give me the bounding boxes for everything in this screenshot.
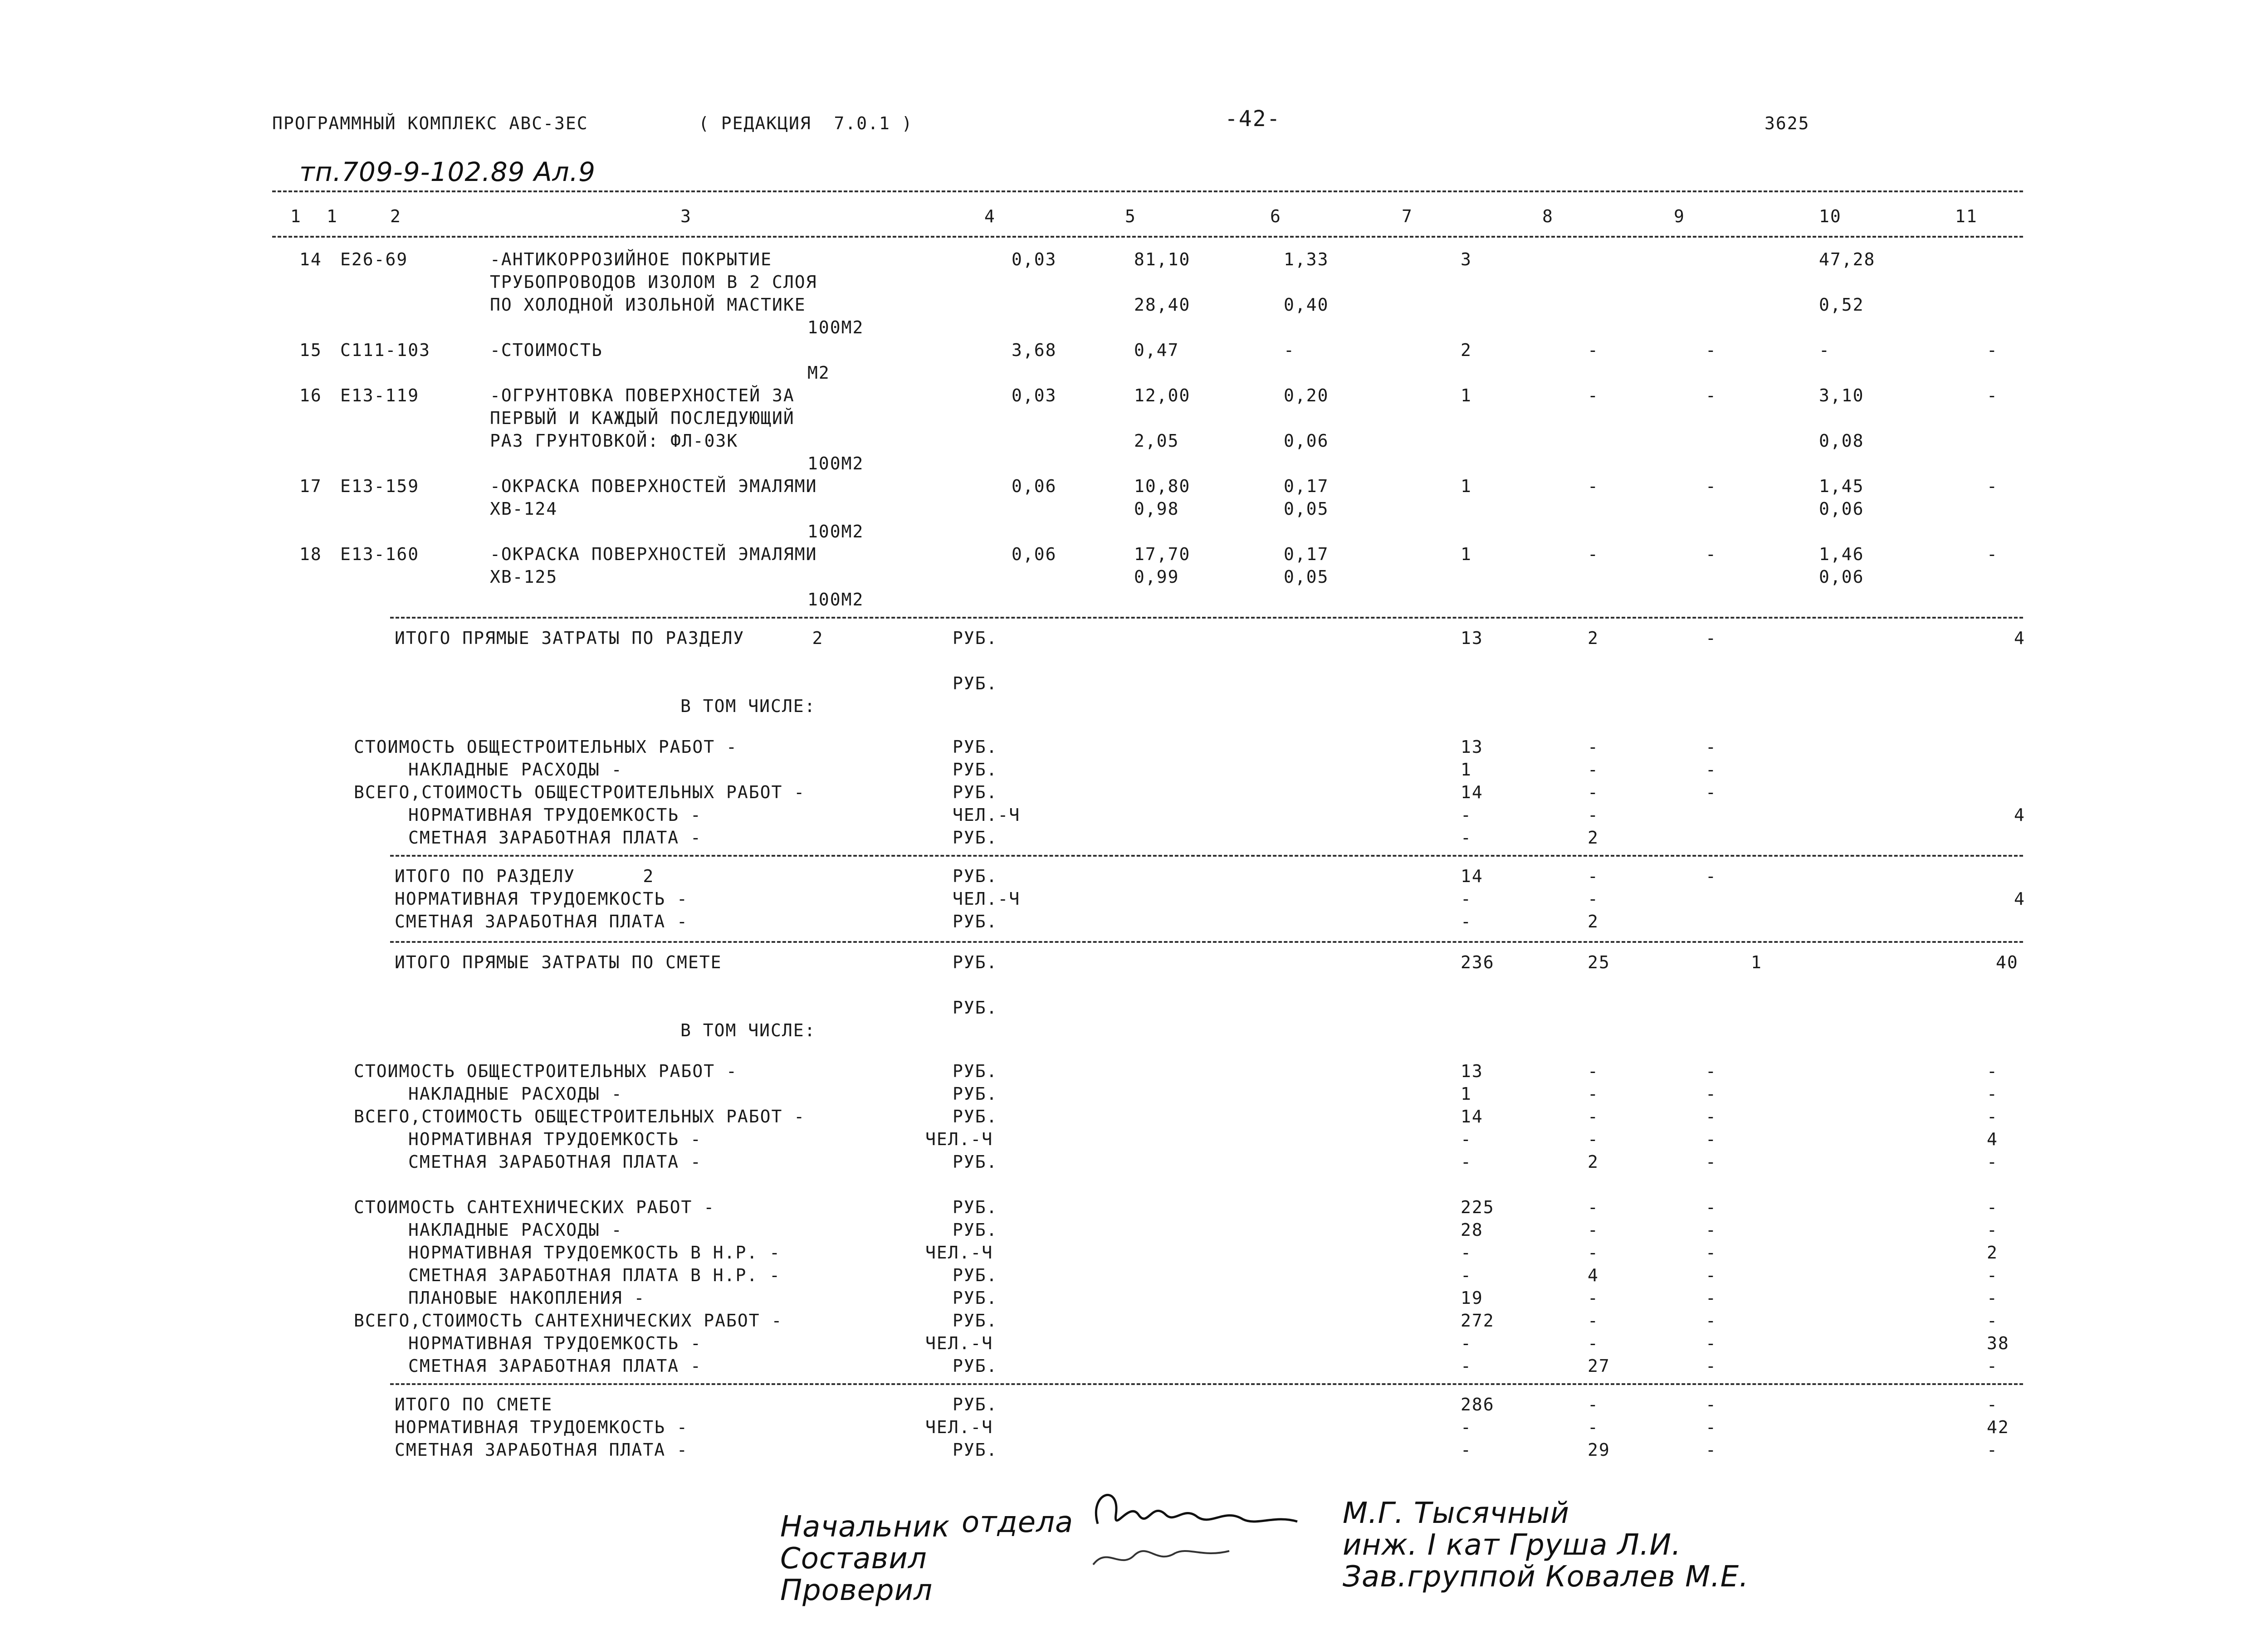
estimate-line-unit: РУБ. — [953, 1265, 998, 1285]
estimate-line-label: СМЕТНАЯ ЗАРАБОТНАЯ ПЛАТА - — [408, 1152, 702, 1172]
section-itogo-col8: - — [1588, 866, 1599, 886]
row-col9: - — [1706, 385, 1717, 405]
estimate-line-unit: РУБ. — [953, 1197, 998, 1217]
estimate-line-unit: ЧЕЛ.-Ч — [925, 1129, 993, 1149]
row-description: РАЗ ГРУНТОВКОЙ: ФЛ-03К — [490, 431, 738, 451]
row-description: ПО ХОЛОДНОЙ ИЗОЛЬНОЙ МАСТИКЕ — [490, 295, 806, 315]
estimate-line-unit: РУБ. — [953, 1288, 998, 1308]
section-itogo-unit: РУБ. — [953, 866, 998, 886]
estimate-line-col8: - — [1588, 1311, 1599, 1331]
estimate-line-col8: - — [1588, 1288, 1599, 1308]
estimate-total-unit-2: РУБ. — [953, 998, 998, 1018]
section-total-unit-2: РУБ. — [953, 673, 998, 693]
row-quantity: 3,68 — [1012, 340, 1057, 360]
row-col7: 1 — [1461, 385, 1472, 405]
estimate-line-label: ВСЕГО,СТОИМОСТЬ ОБЩЕСТРОИТЕЛЬНЫХ РАБОТ - — [354, 1107, 806, 1127]
section-total-col9: - — [1706, 628, 1717, 648]
column-number-10: 10 — [1819, 206, 1842, 226]
row-col5: 10,80 — [1134, 476, 1191, 496]
grand-total-col7: - — [1461, 1417, 1472, 1437]
estimate-line-col9: - — [1706, 1265, 1717, 1285]
row-col7: 2 — [1461, 340, 1472, 360]
estimate-in-that: В ТОМ ЧИСЛЕ: — [680, 1020, 816, 1040]
grand-total-col7: 286 — [1461, 1395, 1495, 1415]
row-code: С111-103 — [340, 340, 431, 360]
row-code: Е13-159 — [340, 476, 420, 496]
estimate-line-label: НАКЛАДНЫЕ РАСХОДЫ - — [408, 1220, 623, 1240]
estimate-line-col9: - — [1706, 1197, 1717, 1217]
row-code: Е13-160 — [340, 544, 420, 564]
estimate-line-label: ПЛАНОВЫЕ НАКОПЛЕНИЯ - — [408, 1288, 645, 1308]
project-code: тп.709-9-102.89 Ал.9 — [299, 156, 596, 187]
signature-name: инж. I кат Груша Л.И. — [1343, 1528, 1681, 1562]
row-col11: - — [1987, 340, 1998, 360]
estimate-line-unit: РУБ. — [953, 1311, 998, 1331]
signature-name: Зав.группой Ковалев М.Е. — [1343, 1560, 1749, 1594]
section-itogo-col11: 4 — [2014, 889, 2025, 909]
estimate-line-col9: - — [1706, 1288, 1717, 1308]
estimate-line-unit: РУБ. — [953, 1061, 998, 1081]
section-line-col8: - — [1588, 805, 1599, 825]
estimate-line-col11: 2 — [1987, 1243, 1998, 1263]
row-col10: - — [1819, 340, 1830, 360]
column-number-6: 6 — [1270, 206, 1281, 226]
row-quantity: 0,03 — [1012, 385, 1057, 405]
section-total-title: ИТОГО ПРЯМЫЕ ЗАТРАТЫ ПО РАЗДЕЛУ 2 — [395, 628, 824, 648]
estimate-line-col8: - — [1588, 1129, 1599, 1149]
estimate-line-col9: - — [1706, 1129, 1717, 1149]
column-number-4: 4 — [984, 206, 996, 226]
estimate-line-col7: - — [1461, 1152, 1472, 1172]
row-col10: 1,45 — [1819, 476, 1864, 496]
grand-total-unit: РУБ. — [953, 1440, 998, 1460]
row-unit: 100М2 — [807, 317, 864, 337]
row-col7: 1 — [1461, 544, 1472, 564]
column-number-7: 7 — [1402, 206, 1413, 226]
section-itogo-label: ИТОГО ПО РАЗДЕЛУ 2 — [395, 866, 655, 886]
section-line-col8: - — [1588, 782, 1599, 802]
row-number: 14 — [299, 249, 322, 269]
estimate-line-col8: 4 — [1588, 1265, 1599, 1285]
grand-total-col8: 29 — [1588, 1440, 1610, 1460]
row-number: 17 — [299, 476, 322, 496]
section-line-col8: - — [1588, 760, 1599, 780]
row-col11: - — [1987, 476, 1998, 496]
grand-total-col9: - — [1706, 1440, 1717, 1460]
row-description: -ОКРАСКА ПОВЕРХНОСТЕЙ ЭМАЛЯМИ — [490, 476, 817, 496]
estimate-line-unit: ЧЕЛ.-Ч — [925, 1333, 993, 1353]
estimate-line-col9: - — [1706, 1107, 1717, 1127]
row-col6: 1,33 — [1284, 249, 1329, 269]
estimate-line-col7: - — [1461, 1265, 1472, 1285]
column-number-3: 3 — [680, 206, 692, 226]
estimate-line-col11: - — [1987, 1356, 1998, 1376]
estimate-total-title: ИТОГО ПРЯМЫЕ ЗАТРАТЫ ПО СМЕТЕ — [395, 952, 722, 972]
signature-department: отдела — [962, 1506, 1074, 1539]
section-line-label: НОРМАТИВНАЯ ТРУДОЕМКОСТЬ - — [408, 805, 702, 825]
section-itogo-unit: РУБ. — [953, 912, 998, 932]
grand-total-col8: - — [1588, 1395, 1599, 1415]
section-line-col8: - — [1588, 737, 1599, 757]
estimate-line-col11: - — [1987, 1107, 1998, 1127]
row-col5: 0,47 — [1134, 340, 1179, 360]
row-description: -ОГРУНТОВКА ПОВЕРХНОСТЕЙ ЗА — [490, 385, 795, 405]
estimate-line-col7: 28 — [1461, 1220, 1483, 1240]
row-number: 18 — [299, 544, 322, 564]
estimate-line-col8: - — [1588, 1220, 1599, 1240]
row-col5-wage: 2,05 — [1134, 431, 1179, 451]
estimate-line-col8: - — [1588, 1107, 1599, 1127]
section-line-label: НАКЛАДНЫЕ РАСХОДЫ - — [408, 760, 623, 780]
section-total-col8: 2 — [1588, 628, 1599, 648]
estimate-line-col7: - — [1461, 1333, 1472, 1353]
row-unit: 100М2 — [807, 454, 864, 473]
estimate-rule — [390, 941, 2023, 943]
estimate-line-col7: 1 — [1461, 1084, 1472, 1104]
section-line-label: ВСЕГО,СТОИМОСТЬ ОБЩЕСТРОИТЕЛЬНЫХ РАБОТ - — [354, 782, 806, 802]
estimate-line-col8: 2 — [1588, 1152, 1599, 1172]
section-itogo-col8: 2 — [1588, 912, 1599, 932]
section-total-unit: РУБ. — [953, 628, 998, 648]
estimate-line-label: ВСЕГО,СТОИМОСТЬ САНТЕХНИЧЕСКИХ РАБОТ - — [354, 1311, 783, 1331]
row-number: 16 — [299, 385, 322, 405]
estimate-line-col7: - — [1461, 1129, 1472, 1149]
estimate-line-unit: РУБ. — [953, 1152, 998, 1172]
row-col6: 0,20 — [1284, 385, 1329, 405]
section-line-col7: 14 — [1461, 782, 1483, 802]
estimate-line-col11: - — [1987, 1220, 1998, 1240]
row-col6-wage: 0,06 — [1284, 431, 1329, 451]
estimate-line-col9: - — [1706, 1333, 1717, 1353]
row-col8: - — [1588, 340, 1599, 360]
page-number: -42- — [1225, 106, 1281, 132]
estimate-line-col7: 13 — [1461, 1061, 1483, 1081]
section-line-col7: - — [1461, 805, 1472, 825]
estimate-line-col9: - — [1706, 1356, 1717, 1376]
row-col9: - — [1706, 340, 1717, 360]
estimate-total-col9: 1 — [1751, 952, 1762, 972]
grand-total-col9: - — [1706, 1417, 1717, 1437]
estimate-line-col9: - — [1706, 1311, 1717, 1331]
row-col6-wage: 0,05 — [1284, 499, 1329, 519]
row-col9: - — [1706, 544, 1717, 564]
estimate-line-col8: 27 — [1588, 1356, 1610, 1376]
estimate-line-unit: РУБ. — [953, 1220, 998, 1240]
estimate-line-unit: РУБ. — [953, 1356, 998, 1376]
grand-total-label: СМЕТНАЯ ЗАРАБОТНАЯ ПЛАТА - — [395, 1440, 688, 1460]
estimate-line-col9: - — [1706, 1220, 1717, 1240]
grand-total-col7: - — [1461, 1440, 1472, 1460]
grand-total-unit: РУБ. — [953, 1395, 998, 1415]
estimate-line-col11: - — [1987, 1288, 1998, 1308]
section-line-col7: 13 — [1461, 737, 1483, 757]
estimate-line-unit: РУБ. — [953, 1084, 998, 1104]
estimate-line-col7: 19 — [1461, 1288, 1483, 1308]
row-description: ТРУБОПРОВОДОВ ИЗОЛОМ В 2 СЛОЯ — [490, 272, 817, 292]
row-col9: - — [1706, 476, 1717, 496]
grand-total-label: ИТОГО ПО СМЕТЕ — [395, 1395, 553, 1415]
estimate-line-col9: - — [1706, 1152, 1717, 1172]
estimate-line-unit: РУБ. — [953, 1107, 998, 1127]
grand-total-col8: - — [1588, 1417, 1599, 1437]
row-col10-wage: 0,08 — [1819, 431, 1864, 451]
row-description: -СТОИМОСТЬ — [490, 340, 603, 360]
estimate-line-col7: - — [1461, 1356, 1472, 1376]
section-total-col7: 13 — [1461, 628, 1483, 648]
column-number-11: 11 — [1955, 206, 1978, 226]
section-line-unit: РУБ. — [953, 760, 998, 780]
signature-role: Составил — [780, 1542, 927, 1575]
row-description: -АНТИКОРРОЗИЙНОЕ ПОКРЫТИЕ — [490, 249, 772, 269]
row-col5-wage: 0,99 — [1134, 567, 1179, 587]
row-description: ПЕРВЫЙ И КАЖДЫЙ ПОСЛЕДУЮЩИЙ — [490, 408, 795, 428]
handwritten-signature — [1080, 1474, 1361, 1592]
program-title: ПРОГРАММНЫЙ КОМПЛЕКС АВС-3ЕС — [272, 113, 588, 133]
estimate-line-col11: - — [1987, 1265, 1998, 1285]
grand-total-col9: - — [1706, 1395, 1717, 1415]
row-col10: 47,28 — [1819, 249, 1876, 269]
section-line-unit: ЧЕЛ.-Ч — [953, 805, 1021, 825]
estimate-line-col11: - — [1987, 1084, 1998, 1104]
row-description: -ОКРАСКА ПОВЕРХНОСТЕЙ ЭМАЛЯМИ — [490, 544, 817, 564]
estimate-line-col7: 14 — [1461, 1107, 1483, 1127]
estimate-line-label: СМЕТНАЯ ЗАРАБОТНАЯ ПЛАТА В Н.Р. - — [408, 1265, 781, 1285]
section-line-unit: РУБ. — [953, 737, 998, 757]
estimate-line-col11: - — [1987, 1152, 1998, 1172]
row-col6-wage: 0,05 — [1284, 567, 1329, 587]
row-code: Е26-69 — [340, 249, 408, 269]
estimate-line-col9: - — [1706, 1243, 1717, 1263]
estimate-line-col7: - — [1461, 1243, 1472, 1263]
section-itogo-unit: ЧЕЛ.-Ч — [953, 889, 1021, 909]
row-col6: 0,17 — [1284, 544, 1329, 564]
section-rule — [390, 617, 2023, 619]
row-quantity: 0,06 — [1012, 544, 1057, 564]
row-quantity: 0,06 — [1012, 476, 1057, 496]
section-itogo-col7: 14 — [1461, 866, 1483, 886]
row-col10-wage: 0,52 — [1819, 295, 1864, 315]
section-itogo-rule — [390, 855, 2023, 857]
row-col7: 3 — [1461, 249, 1472, 269]
estimate-total-col11: 40 — [1996, 952, 2019, 972]
row-col5: 17,70 — [1134, 544, 1191, 564]
row-unit: М2 — [807, 363, 830, 383]
row-unit: 100М2 — [807, 590, 864, 610]
section-line-label: СМЕТНАЯ ЗАРАБОТНАЯ ПЛАТА - — [408, 828, 702, 848]
row-description: ХВ-125 — [490, 567, 558, 587]
section-line-label: СТОИМОСТЬ ОБЩЕСТРОИТЕЛЬНЫХ РАБОТ - — [354, 737, 738, 757]
section-itogo-col7: - — [1461, 912, 1472, 932]
row-col7: 1 — [1461, 476, 1472, 496]
program-edition: ( РЕДАКЦИЯ 7.0.1 ) — [699, 113, 913, 133]
section-itogo-col9: - — [1706, 866, 1717, 886]
grand-total-label: НОРМАТИВНАЯ ТРУДОЕМКОСТЬ - — [395, 1417, 688, 1437]
column-number-9: 9 — [1674, 206, 1685, 226]
estimate-line-col8: - — [1588, 1197, 1599, 1217]
row-col5: 81,10 — [1134, 249, 1191, 269]
grand-total-rule — [390, 1383, 2023, 1385]
estimate-line-label: НОРМАТИВНАЯ ТРУДОЕМКОСТЬ В Н.Р. - — [408, 1243, 781, 1263]
column-number-1: 1 — [290, 206, 302, 226]
estimate-line-col11: - — [1987, 1197, 1998, 1217]
section-line-unit: РУБ. — [953, 782, 998, 802]
column-number-5: 5 — [1125, 206, 1136, 226]
section-line-col9: - — [1706, 782, 1717, 802]
grand-total-unit: ЧЕЛ.-Ч — [925, 1417, 993, 1437]
section-line-col8: 2 — [1588, 828, 1599, 848]
row-unit: 100М2 — [807, 522, 864, 541]
column-number-8: 8 — [1542, 206, 1554, 226]
estimate-line-label: НОРМАТИВНАЯ ТРУДОЕМКОСТЬ - — [408, 1129, 702, 1149]
row-col8: - — [1588, 544, 1599, 564]
estimate-line-col8: - — [1588, 1333, 1599, 1353]
section-line-col7: 1 — [1461, 760, 1472, 780]
column-number-1: 1 — [327, 206, 338, 226]
section-line-col11: 4 — [2014, 805, 2025, 825]
estimate-total-col8: 25 — [1588, 952, 1610, 972]
row-col5-wage: 0,98 — [1134, 499, 1179, 519]
section-line-col7: - — [1461, 828, 1472, 848]
estimate-line-label: СТОИМОСТЬ ОБЩЕСТРОИТЕЛЬНЫХ РАБОТ - — [354, 1061, 738, 1081]
signature-role: Начальник — [780, 1510, 950, 1544]
section-itogo-label: НОРМАТИВНАЯ ТРУДОЕМКОСТЬ - — [395, 889, 688, 909]
column-number-2: 2 — [390, 206, 401, 226]
section-itogo-col8: - — [1588, 889, 1599, 909]
row-col6: - — [1284, 340, 1295, 360]
header-rule-top — [272, 190, 2023, 192]
section-line-col9: - — [1706, 737, 1717, 757]
estimate-total-unit: РУБ. — [953, 952, 998, 972]
estimate-line-label: НАКЛАДНЫЕ РАСХОДЫ - — [408, 1084, 623, 1104]
section-line-col9: - — [1706, 760, 1717, 780]
estimate-line-col11: 38 — [1987, 1333, 2009, 1353]
estimate-line-col9: - — [1706, 1084, 1717, 1104]
estimate-line-col11: - — [1987, 1311, 1998, 1331]
grand-total-col11: - — [1987, 1440, 1998, 1460]
row-description: ХВ-124 — [490, 499, 558, 519]
row-col8: - — [1588, 476, 1599, 496]
estimate-line-col9: - — [1706, 1061, 1717, 1081]
header-rule-bottom — [272, 236, 2023, 238]
row-col11: - — [1987, 385, 1998, 405]
estimate-line-label: СМЕТНАЯ ЗАРАБОТНАЯ ПЛАТА - — [408, 1356, 702, 1376]
estimate-line-col8: - — [1588, 1084, 1599, 1104]
section-in-that: В ТОМ ЧИСЛЕ: — [680, 696, 816, 716]
estimate-line-col11: - — [1987, 1061, 1998, 1081]
row-col11: - — [1987, 544, 1998, 564]
estimate-line-col11: 4 — [1987, 1129, 1998, 1149]
row-quantity: 0,03 — [1012, 249, 1057, 269]
row-number: 15 — [299, 340, 322, 360]
row-col10-wage: 0,06 — [1819, 499, 1864, 519]
section-total-col11: 4 — [2014, 628, 2025, 648]
grand-total-col11: - — [1987, 1395, 1998, 1415]
estimate-total-col7: 236 — [1461, 952, 1495, 972]
row-col8: - — [1588, 385, 1599, 405]
row-col10: 1,46 — [1819, 544, 1864, 564]
estimate-line-col7: 225 — [1461, 1197, 1495, 1217]
estimate-line-label: НОРМАТИВНАЯ ТРУДОЕМКОСТЬ - — [408, 1333, 702, 1353]
estimate-line-label: СТОИМОСТЬ САНТЕХНИЧЕСКИХ РАБОТ - — [354, 1197, 715, 1217]
estimate-line-col7: 272 — [1461, 1311, 1495, 1331]
row-col10: 3,10 — [1819, 385, 1864, 405]
row-col5: 12,00 — [1134, 385, 1191, 405]
row-code: Е13-119 — [340, 385, 420, 405]
row-col6-wage: 0,40 — [1284, 295, 1329, 315]
estimate-line-col8: - — [1588, 1243, 1599, 1263]
signature-name: М.Г. Тысячный — [1343, 1497, 1569, 1530]
section-itogo-label: СМЕТНАЯ ЗАРАБОТНАЯ ПЛАТА - — [395, 912, 688, 932]
row-col10-wage: 0,06 — [1819, 567, 1864, 587]
signature-role: Проверил — [780, 1574, 933, 1607]
estimate-line-col8: - — [1588, 1061, 1599, 1081]
section-line-unit: РУБ. — [953, 828, 998, 848]
estimate-line-unit: ЧЕЛ.-Ч — [925, 1243, 993, 1263]
section-itogo-col7: - — [1461, 889, 1472, 909]
row-col5-wage: 28,40 — [1134, 295, 1191, 315]
grand-total-col11: 42 — [1987, 1417, 2009, 1437]
document-number: 3625 — [1765, 113, 1810, 133]
row-col6: 0,17 — [1284, 476, 1329, 496]
